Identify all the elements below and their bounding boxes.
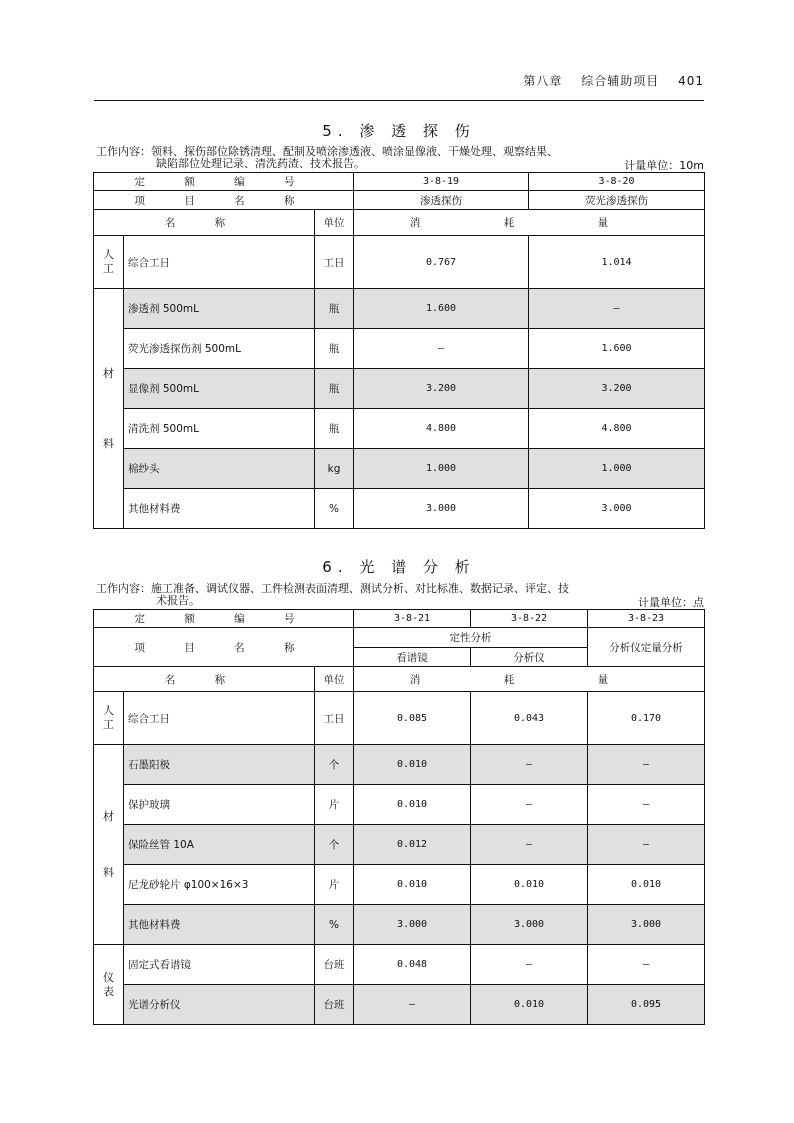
value-cell: —	[471, 785, 588, 825]
instrument-unit: 台班	[315, 985, 354, 1025]
value-cell: 1.000	[529, 449, 705, 489]
material-name: 荧光渗透探伤剂 500mL	[124, 329, 315, 369]
group-header: 定性分析	[354, 628, 588, 648]
chapter-title: 综合辅助项目	[581, 74, 660, 88]
material-unit: 瓶	[315, 329, 354, 369]
value-cell: —	[471, 825, 588, 865]
value-cell: —	[588, 745, 705, 785]
value-cell: —	[471, 745, 588, 785]
name-header: 名 称	[94, 667, 315, 692]
value-cell: 0.095	[588, 985, 705, 1025]
value-cell: 3.000	[471, 905, 588, 945]
value-cell: 0.012	[354, 825, 471, 865]
work-line-2: 术报告。	[156, 594, 200, 607]
labor-unit: 工日	[315, 692, 354, 745]
material-name: 保险丝管 10A	[124, 825, 315, 865]
section-6-table	[93, 609, 705, 1025]
material-name: 渗透剂 500mL	[124, 289, 315, 329]
labor-name: 综合工日	[124, 692, 315, 745]
value-cell: 0.085	[354, 692, 471, 745]
value-cell: 4.800	[354, 409, 529, 449]
category-instrument: 仪 表	[94, 945, 124, 1025]
section-5-table	[93, 172, 705, 529]
material-unit: 片	[315, 865, 354, 905]
value-cell: 3.000	[354, 489, 529, 529]
code-cell: 3-8-20	[529, 173, 705, 191]
value-cell: —	[588, 945, 705, 985]
value-cell: —	[529, 289, 705, 329]
unit-header: 单位	[315, 210, 354, 236]
unit-header: 单位	[315, 667, 354, 692]
value-cell: —	[354, 329, 529, 369]
material-name: 棉纱头	[124, 449, 315, 489]
value-cell: 0.767	[354, 236, 529, 289]
instrument-name: 固定式看谱镜	[124, 945, 315, 985]
category-material: 材 料	[94, 745, 124, 945]
material-name: 其他材料费	[124, 905, 315, 945]
value-cell: 3.000	[354, 905, 471, 945]
material-name: 尼龙砂轮片 φ100×16×3	[124, 865, 315, 905]
section-5-work-content	[96, 146, 706, 170]
value-cell: —	[354, 985, 471, 1025]
value-cell: 3.200	[354, 369, 529, 409]
value-cell: 0.010	[471, 865, 588, 905]
page-number: 401	[678, 74, 704, 88]
item-cell: 荧光渗透探伤	[529, 191, 705, 210]
material-unit: 瓶	[315, 289, 354, 329]
labor-name: 综合工日	[124, 236, 315, 289]
material-unit: 瓶	[315, 369, 354, 409]
value-cell: —	[588, 785, 705, 825]
value-cell: 1.000	[354, 449, 529, 489]
material-name: 石墨阳极	[124, 745, 315, 785]
material-name: 显像剂 500mL	[124, 369, 315, 409]
section-6-work-content	[96, 583, 706, 607]
material-unit: kg	[315, 449, 354, 489]
item-cell: 渗透探伤	[354, 191, 529, 210]
material-unit: 个	[315, 745, 354, 785]
value-cell: 0.170	[588, 692, 705, 745]
material-unit: %	[315, 489, 354, 529]
work-line-1: 工作内容：施工准备、调试仪器、工件检测表面清理、测试分析、对比标准、数据记录、评定、技	[96, 582, 569, 595]
value-cell: —	[471, 945, 588, 985]
consume-header: 消 耗 量	[354, 210, 705, 236]
value-cell: 1.014	[529, 236, 705, 289]
value-cell: 0.043	[471, 692, 588, 745]
code-header: 定 额 编 号	[94, 173, 354, 191]
material-name: 清洗剂 500mL	[124, 409, 315, 449]
value-cell: 3.000	[588, 905, 705, 945]
instrument-name: 光谱分析仪	[124, 985, 315, 1025]
material-name: 其他材料费	[124, 489, 315, 529]
value-cell: 4.800	[529, 409, 705, 449]
value-cell: 0.048	[354, 945, 471, 985]
value-cell: 1.600	[529, 329, 705, 369]
labor-unit: 工日	[315, 236, 354, 289]
work-line-2: 缺陷部位处理记录、清洗药渣、技术报告。	[156, 157, 365, 170]
item-header: 项 目 名 称	[94, 191, 354, 210]
category-labor: 人 工	[94, 236, 124, 289]
page-header	[94, 72, 704, 101]
value-cell: 0.010	[471, 985, 588, 1025]
category-material: 材 料	[94, 289, 124, 529]
item-cell: 分析仪	[471, 648, 588, 667]
code-cell: 3-8-23	[588, 610, 705, 628]
material-unit: 瓶	[315, 409, 354, 449]
section-6-title: 6. 光 谱 分 析	[322, 558, 476, 576]
value-cell: 3.200	[529, 369, 705, 409]
item-header: 项 目 名 称	[94, 628, 354, 667]
value-cell: 0.010	[354, 865, 471, 905]
section-5-unit: 计量单位：10m	[624, 159, 704, 172]
value-cell: 0.010	[354, 745, 471, 785]
item-cell: 分析仪定量分析	[588, 628, 705, 667]
work-line-1: 工作内容：领料、探伤部位除锈清理、配制及喷涂渗透液、喷涂显像液、干燥处理、观察结果、	[96, 145, 558, 158]
name-header: 名 称	[94, 210, 315, 236]
instrument-unit: 台班	[315, 945, 354, 985]
code-cell: 3-8-19	[354, 173, 529, 191]
category-labor: 人 工	[94, 692, 124, 745]
value-cell: 1.600	[354, 289, 529, 329]
value-cell: 0.010	[588, 865, 705, 905]
material-unit: 片	[315, 785, 354, 825]
value-cell: —	[588, 825, 705, 865]
code-cell: 3-8-21	[354, 610, 471, 628]
code-cell: 3-8-22	[471, 610, 588, 628]
chapter-label: 第八章	[523, 74, 563, 88]
section-5-title: 5. 渗 透 探 伤	[322, 122, 476, 140]
code-header: 定 额 编 号	[94, 610, 354, 628]
material-name: 保护玻璃	[124, 785, 315, 825]
material-unit: 个	[315, 825, 354, 865]
item-cell: 看谱镜	[354, 648, 471, 667]
consume-header: 消 耗 量	[354, 667, 705, 692]
material-unit: %	[315, 905, 354, 945]
section-6-unit: 计量单位：点	[638, 596, 704, 609]
value-cell: 0.010	[354, 785, 471, 825]
value-cell: 3.000	[529, 489, 705, 529]
